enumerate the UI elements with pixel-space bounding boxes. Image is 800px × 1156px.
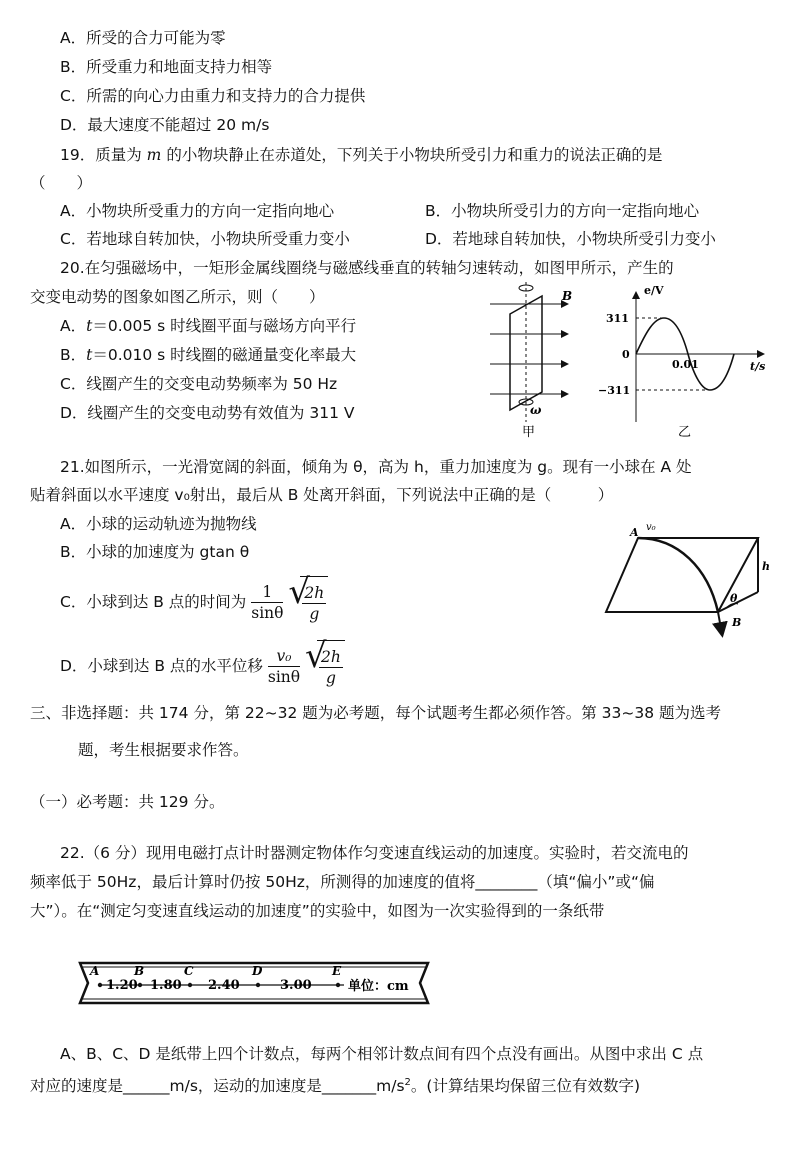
- q20-option-b-text: ＝0.010 s 时线圈的磁通量变化率最大: [92, 346, 357, 364]
- q18-option-b: B．所受重力和地面支持力相等: [60, 58, 273, 76]
- q20-stem-line-2: 交变电动势的图象如图乙所示，则（ ）: [30, 288, 325, 306]
- emf-y-tick-zero: 0: [622, 348, 630, 361]
- field-label-b: B: [562, 289, 573, 303]
- q20-option-a-variable: t: [86, 317, 93, 335]
- q21-option-c-text: C．小球到达 B 点的时间为: [60, 593, 247, 611]
- q19-option-c: C．若地球自转加快，小物块所受重力变小: [60, 230, 350, 248]
- q19-mass-variable: m: [146, 146, 162, 164]
- paper-tape-figure: [76, 955, 436, 1011]
- tape-point-d: [256, 983, 260, 987]
- q21-stem-line-2: 贴着斜面以水平速度 v₀射出，最后从 B 处离开斜面，下列说法中正确的是（ ）: [30, 486, 614, 504]
- point-a-label: A: [630, 526, 639, 539]
- tape-label-b: B: [134, 964, 145, 978]
- q21-option-d-text: D．小球到达 B 点的水平位移: [60, 657, 263, 675]
- point-b-label: B: [732, 616, 742, 629]
- tape-point-e: [336, 983, 340, 987]
- omega-label: ω: [530, 403, 542, 417]
- q21-option-c-rad-numerator: 2h: [304, 584, 325, 602]
- tape-unit-label: 单位：cm: [348, 979, 409, 994]
- q21-option-d: [60, 636, 345, 692]
- inclined-plane-figure: [598, 518, 788, 658]
- q18-option-c: C．所需的向心力由重力和支持力的合力提供: [60, 87, 366, 105]
- q21-option-d-denominator: sinθ: [267, 668, 301, 686]
- section-3-heading-line-2: 题，考生根据要求作答。: [78, 741, 249, 759]
- q21-option-c-numerator: 1: [251, 582, 283, 603]
- q21-option-c-fraction: [251, 582, 283, 623]
- q21-option-d-fraction: [268, 646, 300, 687]
- q21-option-c: [60, 572, 328, 628]
- tape-segment-ab: 1.20: [106, 978, 138, 993]
- height-label: h: [762, 560, 770, 573]
- q20-stem-line-1: 20.在匀强磁场中，一矩形金属线圈绕与磁感线垂直的转轴匀速转动，如图甲所示，产生的: [60, 259, 674, 277]
- q21-option-d-sqrt: [305, 636, 345, 693]
- q19-stem-suffix: 的小物块静止在赤道处，下列关于小物块所受引力和重力的说法正确的是: [166, 146, 663, 164]
- q18-option-d: D．最大速度不能超过 20 m/s: [60, 116, 270, 134]
- q22-answer-line-2-text: 对应的速度是______m/s，运动的加速度是_______m/s: [30, 1077, 405, 1096]
- tape-segment-cd: 2.40: [208, 978, 240, 993]
- q19-option-d: D．若地球自转加快，小物块所受引力变小: [425, 230, 716, 248]
- figure-yi-caption: 乙: [678, 425, 692, 440]
- q22-stem-line-3: 大”）。在“测定匀变速直线运动的加速度”的实验中，如图为一次实验得到的一条纸带: [30, 902, 605, 920]
- sqrt-symbol-icon: √: [305, 636, 327, 676]
- tape-point-a: [98, 983, 102, 987]
- q20-option-b-label: B．: [60, 346, 87, 364]
- theta-label: θ: [730, 592, 738, 605]
- q19-stem: [60, 145, 662, 165]
- q20-option-b-variable: t: [86, 346, 93, 364]
- q21-option-b: B．小球的加速度为 gtan θ: [60, 543, 250, 561]
- q22-answer-line-2-note: 。(计算结果均保留三位有效数字): [410, 1077, 641, 1096]
- q21-option-c-sqrt: [288, 572, 328, 629]
- tape-label-a: A: [90, 964, 100, 978]
- q22-stem-line-1: 22.（6 分）现用电磁打点计时器测定物体作匀变速直线运动的加速度。实验时，若交流电的: [60, 844, 689, 862]
- tape-label-e: E: [332, 964, 342, 978]
- emf-y-tick-bottom: −311: [598, 384, 631, 397]
- q22-answer-line-2: [30, 1073, 640, 1096]
- q22-answer-line-2-superscript: 2: [404, 1077, 411, 1088]
- emf-x-tick: 0.01: [672, 358, 699, 371]
- q21-stem-line-1: 21.如图所示，一光滑宽阔的斜面，倾角为 θ，高为 h，重力加速度为 g。现有一小球在 A 处: [60, 458, 692, 476]
- tape-segment-de: 3.00: [280, 978, 312, 993]
- q19-option-a: A．小物块所受重力的方向一定指向地心: [60, 202, 335, 220]
- q22-stem-line-2: 频率低于 50Hz，最后计算时仍按 50Hz，所测得的加速度的值将________（填“偏小”或“偏: [30, 873, 655, 891]
- tape-segment-bc: 1.80: [150, 978, 182, 993]
- q20-option-a-text: ＝0.005 s 时线圈平面与磁场方向平行: [92, 317, 357, 335]
- tape-point-c: [188, 983, 192, 987]
- q18-option-a: A．所受的合力可能为零: [60, 29, 226, 47]
- emf-graph-figure: [592, 282, 772, 442]
- q20-option-b: [60, 345, 356, 365]
- tape-label-d: D: [252, 964, 263, 978]
- q21-option-d-rad-denominator: g: [326, 669, 336, 687]
- sqrt-symbol-icon: √: [288, 572, 311, 612]
- q21-option-a: A．小球的运动轨迹为抛物线: [60, 515, 257, 533]
- q20-option-a: [60, 316, 356, 336]
- figure-jia-caption: 甲: [522, 425, 536, 440]
- exit-direction-arrow: [718, 612, 722, 634]
- emf-y-tick-top: 311: [606, 312, 629, 325]
- q22-answer-line-1: A、B、C、D 是纸带上四个计数点，每两个相邻计数点间有四个点没有画出。从图中求出 C 点: [60, 1045, 704, 1063]
- tape-label-c: C: [184, 964, 194, 978]
- required-subsection-heading: （一）必考题：共 129 分。: [30, 793, 225, 811]
- tape-point-b: [138, 983, 142, 987]
- q21-option-d-numerator: v₀: [268, 646, 300, 667]
- q20-option-d: D．线圈产生的交变电动势有效值为 311 V: [60, 404, 355, 422]
- q19-option-b: B．小物块所受引力的方向一定指向地心: [425, 202, 700, 220]
- emf-x-label: t/s: [750, 360, 766, 373]
- v0-label: v₀: [646, 522, 656, 533]
- q21-option-d-rad-numerator: 2h: [321, 648, 341, 666]
- ball-trajectory: [638, 538, 718, 612]
- q20-option-a-label: A．: [60, 317, 87, 335]
- section-3-heading-line-1: 三、非选择题：共 174 分，第 22~32 题为必考题，每个试题考生都必须作答。第 33~38 题为选考: [30, 704, 722, 722]
- emf-y-label: e/V: [644, 284, 664, 297]
- q19-stem-prefix: 19．质量为: [60, 146, 142, 164]
- q19-answer-bracket: （ ）: [30, 174, 93, 192]
- coil-in-field-figure: [478, 282, 590, 442]
- q21-option-c-rad-denominator: g: [309, 605, 320, 623]
- q20-option-c: C．线圈产生的交变电动势频率为 50 Hz: [60, 375, 338, 393]
- q21-option-c-denominator: sinθ: [251, 604, 284, 622]
